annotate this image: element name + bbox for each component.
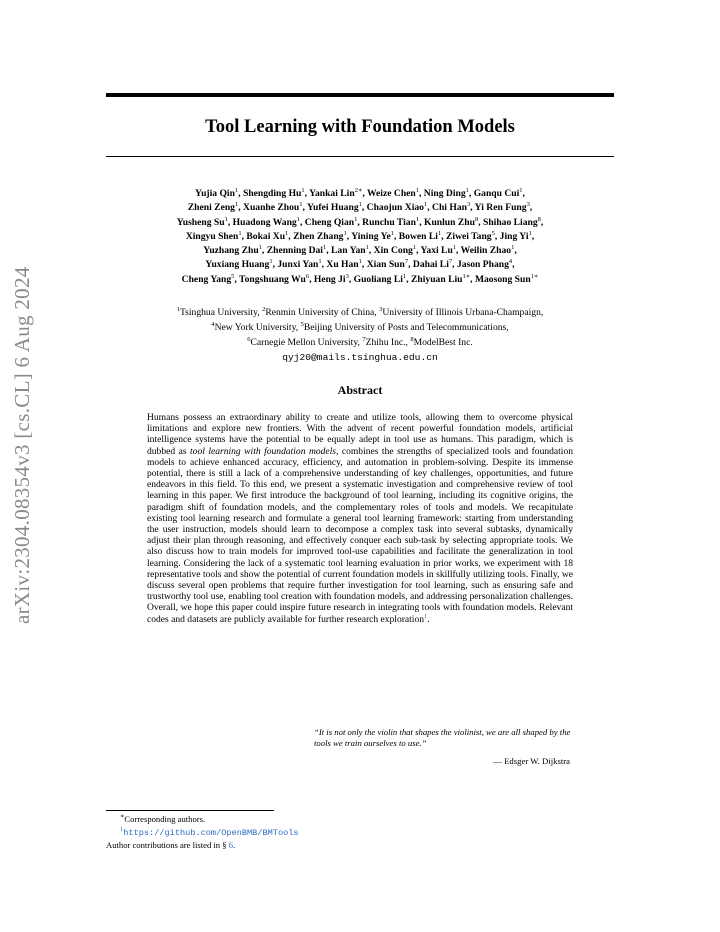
contact-email[interactable]: qyj20@mails.tsinghua.edu.cn: [282, 352, 438, 363]
author-affil-mark: 1: [465, 187, 469, 194]
author-name: Weilin Zhao: [460, 245, 512, 257]
contrib-end: .: [232, 840, 236, 851]
author-name: Xingyu Shen: [185, 230, 239, 242]
author-affil-mark: 5: [491, 229, 495, 237]
affiliation-mark: 5: [300, 321, 304, 328]
author-affil-mark: 8: [537, 215, 541, 223]
author-name: Dahai Li: [412, 259, 449, 271]
author-line: Xingyu Shen$^1$, Bokai Xu$^1$, Zhen Zhang$^1$, Yining Ye$^1$, Bowen Li$^1$, Ziwei Tang$^5$, Jing Yi$^1$,: [185, 229, 535, 242]
author-name: Tongshuang Wu: [239, 273, 306, 285]
author-affil-mark: 1: [238, 229, 242, 237]
abstract-heading: Abstract: [337, 383, 383, 397]
author-affil-mark: 1: [423, 201, 428, 209]
author-affil-mark: 1: [415, 215, 420, 223]
author-affil-mark: 1: [511, 244, 515, 252]
author-name: Ziwei Tang: [446, 230, 492, 242]
author-line: Yuxiang Huang$^1$, Junxi Yan$^1$, Xu Han$^1$, Xian Sun$^7$, Dahai Li$^7$, Jason Phang$^4$,: [205, 258, 515, 271]
author-name: Maosong Sun: [474, 273, 531, 285]
footnotes: [106, 813, 299, 852]
author-name: Xuanhe Zhou: [243, 202, 300, 214]
author-name: Huadong Wang: [232, 216, 297, 228]
footnote-corresponding-text: Corresponding authors.: [124, 814, 206, 824]
author-affil-mark: 1: [224, 215, 228, 223]
affiliation-name: University of Illinois Urbana-Champaign: [382, 307, 541, 318]
author-affil-mark: 3: [526, 201, 530, 209]
author-name: Shengding Hu: [242, 188, 302, 199]
footnote-contributions: [106, 839, 299, 852]
author-affil-mark: 4: [508, 258, 513, 266]
author-list: [106, 187, 614, 287]
affiliation-name: Zhihu Inc.: [365, 337, 406, 348]
author-affil-mark: 1∗: [530, 272, 539, 280]
epigraph-quote: “It is not only the violin that shapes the violinist, we are all shaped by the tools we train ourselves to use.”: [314, 727, 571, 749]
abstract-italic-term: tool learning with foundation models: [190, 445, 336, 457]
author-affil-mark: 1: [318, 258, 322, 266]
footnote-ref-1[interactable]: 1: [424, 612, 428, 620]
author-affil-mark: 5: [231, 272, 235, 280]
author-line: Yujia Qin$^1$, Shengding Hu$^1$, Yankai Lin$^{2∗}$, Weize Chen$^1$, Ning Ding$^1$, Ganqu Cui$^1$,: [195, 187, 525, 199]
author-affil-mark: 1: [322, 244, 327, 252]
author-name: Cheng Yang: [181, 273, 232, 285]
author-affil-mark: 6: [305, 272, 310, 280]
author-affil-mark: 3: [345, 272, 349, 280]
abstract-text-part2: , combines the strengths of specialized tools and foundation models to achieve enhanced accuracy, efficiency, and automation in problem-solving. Despite its immense potential, there is still a lack of a comprehensive understanding of key challenges, opportunities, and future endeavors in this field. To this end, we present a systematic investigation and comprehensive review of tool learning in this paper. We first introduce the background of tool learning, including its cognitive origins, the paradigm shift of foundation models, and the complementary roles of tools and models. We recapitulate existing tool learning research and formulate a general tool learning framework: starting from understanding the user instruction, models should learn to decompose a complex task into several subtasks, dynamically adjust their plan through reasoning, and effectively conquer each sub-task by selecting appropriate tools. We also discuss how to train models for improved tool-use capabilities and facilitate the generalization in tool learning. Considering the lack of a systematic tool learning evaluation in prior works, we experiment with 18 representative tools and show the potential of current foundation models in skillfully utilizing tools. Finally, we discuss several open problems that require further investigation for tool learning, such as ensuring safe and trustworthy tool use, enabling tool creation with foundation models, and addressing personalization challenges. Overall, we hope this paper could inspire future research in integrating tools with foundation models. Relevant codes and datasets are publicly available for further research exploration: [147, 445, 573, 625]
affiliation-line: $^4$New York University, $^5$Beijing University of Posts and Telecommunications,: [211, 321, 509, 333]
author-name: Guoliang Li: [353, 273, 403, 285]
author-name: Ning Ding: [423, 188, 466, 199]
author-affil-mark: 1: [285, 229, 289, 237]
section-ref-link[interactable]: 6: [228, 840, 233, 851]
footnote-mark-1: 1: [120, 825, 124, 833]
author-name: Junxi Yan: [277, 259, 319, 271]
affiliation-line: $^1$Tsinghua University, $^2$Renmin University of China, $^3$University of Illinois Urbana-Champaign,: [176, 306, 544, 318]
author-affil-mark: 1: [412, 244, 417, 252]
author-name: Jing Yi: [499, 230, 529, 242]
affiliation-name: Tsinghua University: [179, 307, 258, 318]
author-name: Yaxi Lu: [420, 245, 453, 257]
footnote-url: [106, 826, 299, 840]
author-affil-mark: 2∗: [354, 187, 363, 194]
footnote-rule: [106, 810, 274, 811]
author-name: Yankai Lin: [309, 188, 355, 199]
author-name: Ganqu Cui: [473, 188, 520, 199]
author-line: Zheni Zeng$^1$, Xuanhe Zhou$^1$, Yufei Huang$^1$, Chaojun Xiao$^1$, Chi Han$^3$, Yi Ren Fung$^3$,: [187, 201, 533, 214]
author-affil-mark: 7: [404, 258, 409, 266]
title-bottom-rule: [106, 156, 614, 157]
author-affil-mark: 1: [390, 229, 394, 237]
author-affil-mark: 1: [343, 229, 347, 237]
author-name: Runchu Tian: [362, 216, 416, 228]
abstract-body: [147, 412, 573, 625]
author-name: Heng Ji: [313, 273, 346, 285]
author-name: Xin Cong: [373, 245, 413, 257]
bmtools-link[interactable]: https://github.com/OpenBMB/BMTools: [123, 827, 299, 838]
author-name: Xian Sun: [366, 259, 405, 271]
affiliation-name: Renmin University of China: [265, 307, 375, 318]
author-name: Zhenning Dai: [266, 245, 323, 257]
author-affil-mark: 1: [519, 187, 523, 194]
author-affil-mark: 1: [365, 244, 369, 252]
author-name: Weize Chen: [366, 188, 416, 199]
abstract-end: .: [427, 613, 430, 625]
affiliation-mark: 1: [176, 306, 180, 313]
author-name: Shihao Liang: [482, 216, 538, 228]
author-affil-mark: 8: [474, 215, 479, 223]
author-name: Xu Han: [326, 259, 359, 271]
author-name: Jason Phang: [456, 259, 509, 271]
author-name: Bowen Li: [398, 230, 438, 242]
author-affil-mark: 1: [452, 244, 457, 252]
author-affil-mark: 1: [301, 187, 305, 194]
author-affil-mark: 7: [448, 258, 453, 266]
author-name: Cheng Qian: [304, 216, 355, 228]
author-affil-mark: 1: [354, 215, 358, 223]
author-affil-mark: 1: [296, 215, 300, 223]
affiliation-name: ModelBest Inc.: [413, 337, 473, 348]
abstract-text-part1: Humans possess an extraordinary ability to create and utilize tools, allowing them to overcome physical limitations and explore new frontiers. With the advent of recent powerful foundation models, artificial intelligence systems have the potential to be equally adept in tool use as humans. This paradigm, which is dubbed as: [147, 412, 573, 457]
affiliation-mark: 4: [211, 321, 215, 328]
affiliation-name: Carnegie Mellon University: [250, 337, 358, 348]
affiliation-mark: 7: [362, 336, 366, 343]
author-affil-mark: 1: [528, 229, 532, 237]
author-name: Yuxiang Huang: [205, 259, 270, 271]
paper-title: Tool Learning with Foundation Models: [205, 117, 515, 137]
affiliation-mark: 3: [379, 306, 383, 313]
author-line: Yusheng Su$^1$, Huadong Wang$^1$, Cheng Qian$^1$, Runchu Tian$^1$, Kunlun Zhu$^8$, Shihao Liang$^8$,: [176, 215, 544, 228]
author-name: Zheni Zeng: [187, 202, 235, 214]
author-affil-mark: 1: [258, 244, 262, 252]
affiliations: [106, 305, 614, 365]
title-top-rule: [106, 93, 614, 97]
author-name: Yi Ren Fung: [474, 202, 527, 214]
affiliation-mark: 6: [247, 336, 251, 343]
author-affil-mark: 1: [402, 272, 407, 280]
author-affil-mark: 3: [466, 201, 471, 209]
author-name: Chi Han: [432, 202, 467, 214]
footnote-corresponding: [106, 813, 299, 826]
author-name: Yujia Qin: [195, 188, 235, 199]
author-affil-mark: 1: [437, 229, 442, 237]
author-affil-mark: 1: [234, 201, 239, 209]
author-affil-mark: 1: [415, 187, 419, 194]
arxiv-identifier-stamp: arXiv:2304.08354v3 [cs.CL] 6 Aug 2024: [10, 266, 34, 624]
author-name: Yusheng Su: [176, 216, 225, 228]
affiliation-mark: 2: [262, 306, 266, 313]
author-affil-mark: 1: [269, 258, 273, 266]
affiliation-name: New York University: [214, 322, 296, 333]
author-affil-mark: 1: [234, 187, 239, 194]
footnote-mark-star: ∗: [120, 813, 125, 820]
author-affil-mark: 1∗: [462, 272, 471, 280]
author-name: Kunlun Zhu: [423, 216, 475, 228]
author-name: Yuzhang Zhu: [203, 245, 259, 257]
author-name: Yufei Huang: [306, 202, 359, 214]
affiliation-line: $^6$Carnegie Mellon University, $^7$Zhihu Inc., $^8$ModelBest Inc.: [247, 336, 473, 348]
author-name: Yining Ye: [351, 230, 391, 242]
epigraph-author: — Edsger W. Dijkstra: [493, 756, 570, 766]
author-line: Cheng Yang$^5$, Tongshuang Wu$^6$, Heng Ji$^3$, Guoliang Li$^1$, Zhiyuan Liu$^{1∗}$, Maosong Sun$^{1∗}$: [181, 272, 539, 285]
author-name: Chaojun Xiao: [366, 202, 424, 214]
author-affil-mark: 1: [299, 201, 303, 209]
author-affil-mark: 1: [358, 201, 362, 209]
author-name: Zhen Zhang: [293, 230, 344, 242]
affiliation-mark: 8: [410, 336, 414, 343]
author-affil-mark: 1: [358, 258, 362, 266]
author-name: Lan Yan: [331, 245, 366, 257]
author-name: Zhiyuan Liu: [411, 273, 463, 285]
author-name: Bokai Xu: [246, 230, 286, 242]
author-line: Yuzhang Zhu$^1$, Zhenning Dai$^1$, Lan Yan$^1$, Xin Cong$^1$, Yaxi Lu$^1$, Weilin Zhao$^1$,: [203, 244, 517, 257]
affiliation-name: Beijing University of Posts and Telecommunications: [303, 322, 507, 333]
contrib-text: Author contributions are listed in §: [106, 840, 229, 851]
